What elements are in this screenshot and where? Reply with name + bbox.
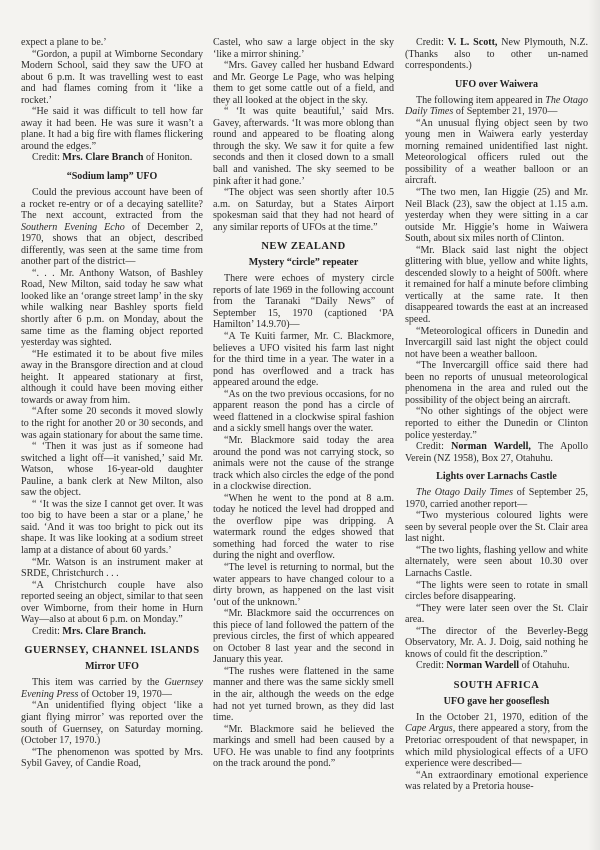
credit-label: Credit:: [416, 660, 444, 672]
page-edge-shadow: [588, 0, 600, 850]
text-run: In the October 21, 1970, edition of the: [416, 711, 588, 723]
paragraph: [405, 712, 588, 770]
credit-suffix: The Apollo Verein (NZ 1958), Box 27, Otahuhu.: [405, 441, 588, 464]
paragraph: “The rushes were flattened in the same manner and there was the same sickly smell in the air, although the weeds on the edge had not yet turned brown, as they did last time.: [213, 665, 394, 724]
paragraph: “The object was seen shortly after 10.5 a.m. on Saturday, but a States Airport spokesman said that they had not heard of any similar reports of UFOs at the time.”: [213, 187, 394, 233]
paragraph: “A Te Kuiti farmer, Mr. C. Blackmore, believes a UFO visited his farm last night for the third time in a year. The water in a pond has overflowed and a track has appeared around the edge.: [213, 331, 394, 389]
credit-name: Norman Wardell,: [451, 441, 531, 453]
credit-line: [405, 37, 588, 72]
text-run: of September 25, 1970, carried another report—: [405, 487, 589, 510]
column-1: [21, 37, 203, 770]
source-title: Guernsey Evening Press: [21, 677, 204, 700]
text-run: The following item appeared in: [416, 94, 543, 106]
paragraph: “He said it was difficult to tell how far away it had been. He was sure it wasn’t a plane. It had a big fire with flames flickering around the edges.”: [21, 106, 203, 152]
article-heading-mystery-circle: Mystery “circle” repeater: [248, 257, 359, 269]
text-run: of December 2, 1970, shows that an object, described differently, was seen at the same time from another part of the district—: [21, 221, 203, 268]
paragraph: “An unusual flying object seen by two young men in Waiwera early yesterday morning remained unidentified last night. Meteorological officers ruled out the possibility of a weather balloon or an aircraft.: [405, 117, 588, 187]
paragraph: “. . . Mr. Anthony Watson, of Bashley Road, New Milton, said today he saw what looked like an ‘orange street lamp’ in the sky while walking near Bashley sports field shortly after 6 p.m. on Monday, about the same time as the flaming object reported yesterday was sighted.: [21, 267, 203, 349]
paragraph: “Mr. Watson is an instrument maker at SRDE, Christchurch . . .: [21, 556, 203, 580]
paragraph: There were echoes of mystery circle reports of late 1969 in the following account from the Taranaki “Daily News” of September 15, 1970 (captioned ‘PA Hamilton’ 14.9.70)—: [213, 273, 394, 331]
paragraph: “Gordon, a pupil at Wimborne Secondary Modern School, said they saw the UFO at about 6 p.m. It was travelling west to east and had flames coming from it ‘like a rocket.’: [21, 48, 203, 106]
paragraph: “The level is returning to normal, but the water appears to have changed colour to a dirty brown, as happened on the last visit ‘out of the unknown.’: [213, 561, 394, 608]
paragraph: “When he went to the pond at 8 a.m. today he noticed the level had dropped and the overflow pipe was dripping. A watermark round the edges showed that something had forced the water to rise during the night and overflow.: [213, 492, 394, 562]
source-title: The Otago Daily Times: [405, 94, 588, 118]
paragraph: “An unidentified flying object ‘like a giant flying mirror’ was reported over the south of Guernsey, on Saturday morning. (October 17, 1970.): [21, 700, 203, 747]
paragraph: “An extraordinary emotional experience was related by a Pretoria house-: [405, 769, 588, 793]
credit-line: [405, 441, 588, 464]
text-run: This item was carried by the: [32, 677, 160, 689]
region-heading-guernsey: GUERNSEY, CHANNEL ISLANDS: [24, 645, 200, 657]
paragraph: expect a plane to be.’: [21, 37, 107, 48]
article-heading-larnachs-castle: Lights over Larnachs Castle: [436, 471, 557, 483]
paragraph: “As on the two previous occasions, for no apparent reason the pond has a circle of weed flattened in a clockwise spiral fashion and a sickly smell hangs over the water.: [213, 388, 394, 435]
credit-label: Credit:: [32, 625, 60, 637]
paragraph: “The phenomenon was spotted by Mrs. Sybil Gavey, of Candie Road,: [21, 746, 203, 770]
paragraph: Castel, who saw a large object in the sky ‘like a mirror shining.’: [213, 37, 394, 60]
credit-label: Credit:: [416, 441, 444, 453]
source-title: The Otago Daily Times: [416, 487, 514, 499]
article-heading-sodium-lamp: “Sodium lamp” UFO: [66, 171, 158, 183]
text-run: of September 21, 1970—: [455, 106, 558, 118]
credit-name: Mrs. Clare Branch.: [62, 625, 146, 637]
paragraph: [21, 677, 203, 700]
paragraph: “ ‘It was quite beautiful,’ said Mrs. Gavey, afterwards. ‘It was more oblong than round and appeared to be floating along through the sky. We saw it for quite a few seconds and then it closed down to a small ball and vanished. The sky seemed to be pink after it had gone.’: [213, 106, 394, 187]
paragraph: “Mrs. Gavey called her husband Edward and Mr. George Le Page, who was helping them to get some cattle out of a field, and they all looked at the object in the sky.: [213, 60, 394, 106]
article-heading-gooseflesh: UFO gave her gooseflesh: [443, 695, 550, 707]
source-title: Southern Evening Echo: [21, 221, 125, 233]
credit-line: [21, 626, 203, 638]
paragraph: “A Christchurch couple have also reported seeing an object, similar to that seen over Wimborne, from their home in Hurn Way—also at about 6 p.m. on Monday.”: [21, 579, 203, 626]
paragraph: “The lights were seen to rotate in small circles before disappearing.: [405, 579, 588, 603]
paragraph: “The Invercargill office said there had been no reports of unusual meteorological phenomena in the area and ruled out the possibility of the object being an aircraft.: [405, 360, 588, 406]
credit-suffix: of Honiton.: [145, 152, 193, 164]
paragraph: “The two lights, flashing yellow and white alternately, were seen about 10.30 over Larnachs Castle.: [405, 544, 588, 579]
paragraph: “After some 20 seconds it moved slowly to the right for another 20 or 30 seconds, and was again stationary for about the same time.: [21, 406, 203, 441]
paragraph: “Mr. Blackmore said he believed the markings and smell had been caused by a UFO. He was unable to find any footprints on the track around the pond.”: [213, 723, 394, 770]
region-heading-south-africa: SOUTH AFRICA: [453, 679, 540, 691]
paragraph: “Mr. Black said last night the object glittering with blue, yellow and white lights, descended slowly to a height of 500ft. where it remained for half a minute before climbing vertically at the same rate. It then disappeared towards the east at an increased speed.: [405, 244, 588, 326]
column-3: [405, 37, 588, 793]
credit-suffix: New Plymouth, N.Z. (Thanks also to other un-named correspondents.): [405, 37, 588, 72]
credit-line: [21, 152, 203, 164]
credit-name: Norman Wardell: [446, 660, 520, 672]
paragraph: “They were later seen over the St. Clair area.: [405, 602, 588, 626]
region-heading-new-zealand: NEW ZEALAND: [261, 241, 346, 253]
article-heading-waiwera: UFO over Waiwera: [455, 78, 538, 90]
paragraph: [405, 487, 588, 510]
paragraph: “ ‘Then it was just as if someone had switched a light off—it vanished,’ said Mr. Watson, whose 16-year-old daughter Pauline, a bank clerk at New Milton, also saw the object.: [21, 441, 203, 499]
text-run: , there appeared a story, from the Pretoriac orrespoudent of that newspaper, in which mild physiological effects of a UFO experience were described—: [405, 723, 588, 770]
paragraph: “The two men, Ian Higgie (25) and Mr. Neil Black (23), saw the object at 1.15 a.m. yesterday when they were sitting in a car outside Mr. Higgie’s home in Waiwera South, about six miles north of Clinton.: [405, 187, 588, 245]
credit-suffix: of Otahuhu.: [521, 660, 570, 672]
paragraph: “Two mysterious coloured lights were seen by several people over the St. Clair area last night.: [405, 510, 588, 545]
paragraph: “Mr. Blackmore said the occurrences on this piece of land followed the pattern of the previous circles, the first of which appeared on October 8 last year and the second in January this year.: [213, 608, 394, 666]
paragraph: [21, 187, 203, 268]
credit-label: Credit:: [416, 37, 444, 48]
paragraph: “Mr. Blackmore said today the area around the pond was not carrying stock, so animals were not the cause of the strange track which also circles the edge of the pond in a clockwise direction.: [213, 434, 394, 493]
column-2: [213, 37, 394, 770]
credit-line: [405, 660, 588, 672]
source-title: Cape Argus: [405, 723, 453, 735]
paragraph: “He estimated it to be about five miles away in the Bransgore direction and at cloud height. It appeared stationary at first, although it could have been moving either towards or away from him.: [21, 348, 203, 406]
credit-name: Mrs. Clare Branch: [62, 152, 144, 164]
text-run: Could the previous account have been of a rocket re-entry or of a decaying satellite? The next account, extracted from the: [21, 187, 203, 222]
credit-label: Credit:: [32, 152, 60, 164]
text-run: of October 19, 1970—: [80, 688, 172, 700]
paragraph: “No other sightings of the object were reported to either the Dunedin or Clinton police yesterday.”: [405, 406, 588, 441]
credit-name: V. L. Scott,: [447, 37, 498, 48]
paragraph: “The director of the Beverley-Begg Observatory, Mr. A. J. Doig, said nothing he knows of could fit the description.”: [405, 625, 588, 660]
article-heading-mirror-ufo: Mirror UFO: [85, 661, 139, 673]
paragraph: [405, 95, 588, 118]
paragraph: “Meteorological officers in Dunedin and Invercargill said last night the object could not have been a weather balloon.: [405, 325, 588, 360]
paragraph: “ ‘It was the size I cannot get over. It was too big to have been a star or a plane,’ he said. ‘And it was too bright to pick out its shape. It was like looking at a sodium street lamp at a distance of about 60 yards.’: [21, 498, 203, 556]
